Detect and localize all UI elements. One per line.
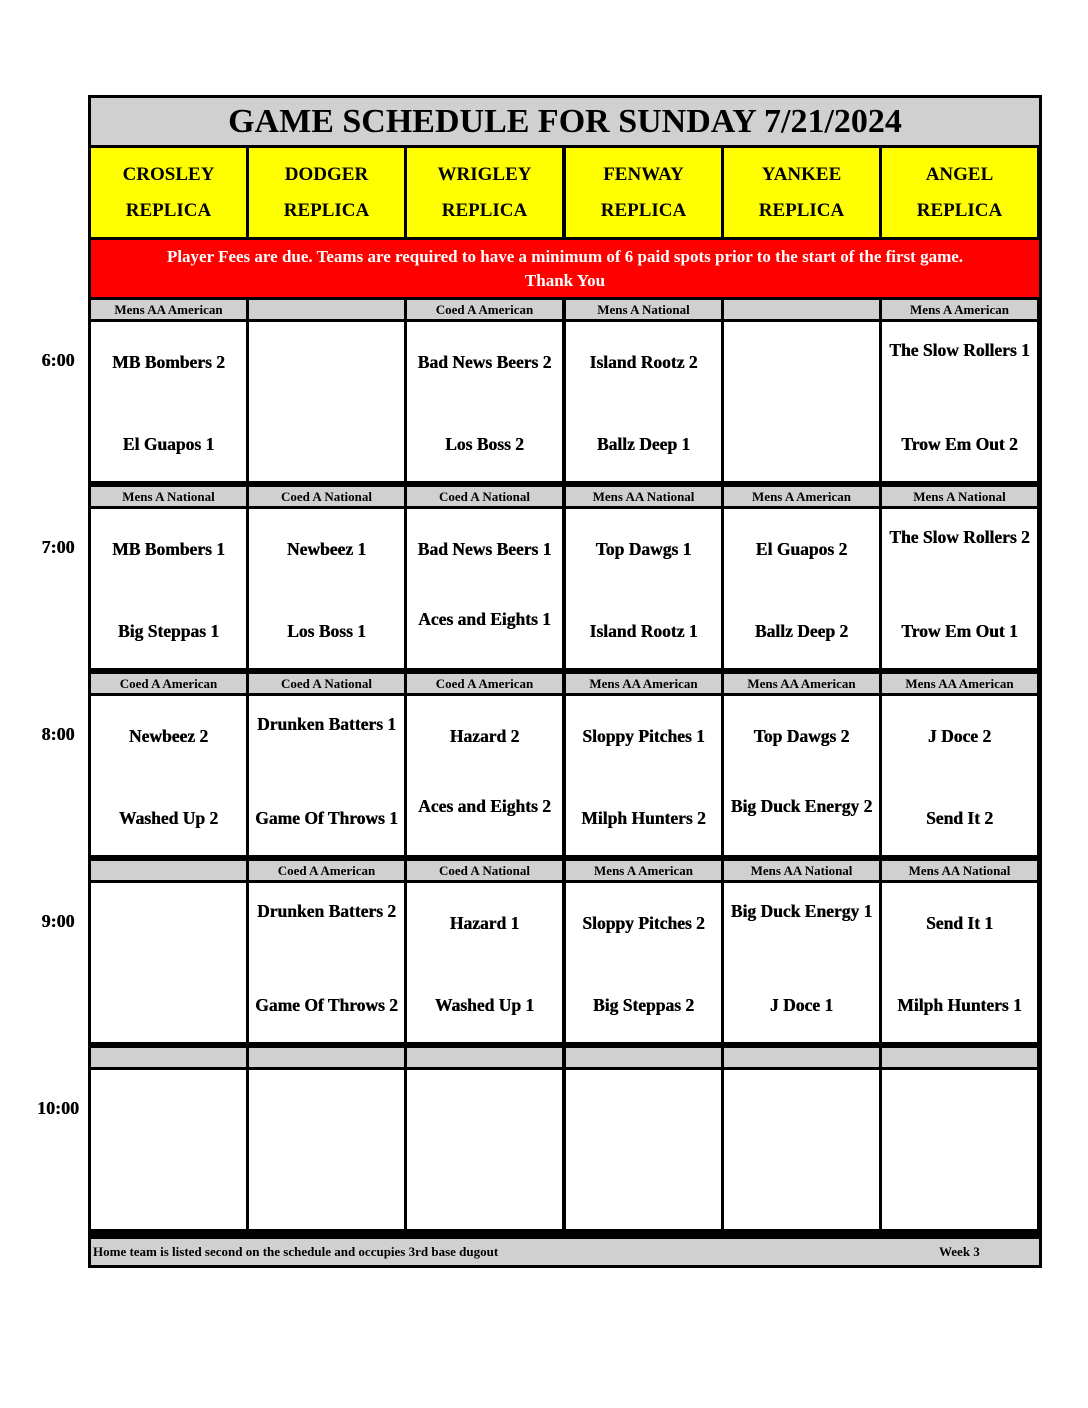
- game-cell: [882, 322, 1037, 481]
- game-cell: [91, 509, 246, 668]
- division-label: [882, 1048, 1037, 1067]
- game-cell: [566, 1070, 721, 1229]
- division-label: [566, 1048, 721, 1067]
- home-team: Big Steppas 2: [592, 995, 695, 1015]
- away-team: Drunken Batters 1: [256, 714, 397, 734]
- field-name: CROSLEY: [122, 163, 215, 185]
- field-name: ANGEL: [925, 163, 994, 185]
- game-cell: [724, 1070, 879, 1229]
- field-subtitle: REPLICA: [600, 199, 687, 221]
- away-team: Send It 1: [925, 913, 994, 933]
- division-label: Coed A American: [407, 674, 562, 693]
- away-team: Sloppy Pitches 2: [582, 913, 705, 933]
- home-team: Big Steppas 1: [117, 621, 220, 641]
- division-label: Mens AA American: [566, 674, 721, 693]
- division-label: Coed A National: [407, 861, 562, 880]
- division-label: [249, 300, 404, 319]
- schedule-table: [88, 95, 1042, 1268]
- division-label: Mens AA National: [724, 861, 879, 880]
- game-cell: [724, 509, 879, 668]
- game-cell: [566, 883, 721, 1042]
- field-subtitle: REPLICA: [758, 199, 845, 221]
- away-team: Bad News Beers 2: [417, 352, 552, 372]
- game-cell: [249, 509, 404, 668]
- division-label: Coed A National: [407, 487, 562, 506]
- home-team: Game Of Throws 1: [255, 808, 398, 828]
- division-label: Mens A National: [91, 487, 246, 506]
- game-cell: [882, 696, 1037, 855]
- division-label: Mens A National: [566, 300, 721, 319]
- division-label: Mens AA American: [724, 674, 879, 693]
- game-cell: [724, 322, 879, 481]
- game-cell: [882, 883, 1037, 1042]
- home-team: Ballz Deep 2: [754, 621, 849, 641]
- fee-notice-thanks: Thank You: [524, 270, 606, 290]
- division-label: Mens A National: [882, 487, 1037, 506]
- field-header: [566, 148, 721, 237]
- home-team: Send It 2: [925, 808, 994, 828]
- game-cell: [566, 322, 721, 481]
- game-cell: [724, 883, 879, 1042]
- away-team: Sloppy Pitches 1: [582, 726, 705, 746]
- game-cell: [249, 883, 404, 1042]
- away-team: Newbeez 1: [286, 539, 367, 559]
- division-label: Coed A National: [249, 487, 404, 506]
- division-label: [407, 1048, 562, 1067]
- time-label: 7:00: [41, 537, 75, 557]
- home-team: Washed Up 1: [434, 995, 535, 1015]
- away-team: The Slow Rollers 2: [889, 527, 1030, 547]
- away-team: MB Bombers 2: [112, 352, 225, 372]
- away-team: Newbeez 2: [128, 726, 209, 746]
- away-team: Hazard 1: [449, 913, 520, 933]
- time-label: 8:00: [41, 724, 75, 744]
- game-cell: [249, 1070, 404, 1229]
- home-team: Washed Up 2: [118, 808, 219, 828]
- footer-note: Home team is listed second on the schedule and occupies 3rd base dugout: [93, 1244, 499, 1259]
- division-label: Mens AA National: [566, 487, 721, 506]
- field-name: FENWAY: [603, 163, 684, 185]
- field-subtitle: REPLICA: [283, 199, 370, 221]
- away-team: Hazard 2: [449, 726, 520, 746]
- field-header: [724, 148, 879, 237]
- division-label: Coed A National: [249, 674, 404, 693]
- home-team: Big Duck Energy 2: [730, 796, 873, 816]
- field-subtitle: REPLICA: [916, 199, 1003, 221]
- division-label: Coed A American: [91, 674, 246, 693]
- away-team: The Slow Rollers 1: [889, 340, 1030, 360]
- game-cell: [882, 509, 1037, 668]
- game-cell: [566, 696, 721, 855]
- division-label: Mens A American: [882, 300, 1037, 319]
- game-cell: [882, 1070, 1037, 1229]
- home-team: Milph Hunters 1: [897, 995, 1022, 1015]
- home-team: Aces and Eights 2: [418, 796, 551, 816]
- away-team: Drunken Batters 2: [256, 901, 397, 921]
- away-team: Top Dawgs 2: [753, 726, 850, 746]
- time-label: 9:00: [41, 911, 75, 931]
- game-cell: [91, 696, 246, 855]
- division-label: [249, 1048, 404, 1067]
- division-label: Coed A American: [407, 300, 562, 319]
- time-label: 10:00: [37, 1098, 79, 1118]
- field-header: [91, 148, 246, 237]
- schedule-title: GAME SCHEDULE FOR SUNDAY 7/21/2024: [91, 98, 1039, 145]
- game-cell: [407, 883, 562, 1042]
- field-header: [882, 148, 1037, 237]
- division-label: Mens AA American: [91, 300, 246, 319]
- division-label: [91, 1048, 246, 1067]
- game-cell: [249, 696, 404, 855]
- game-cell: [407, 509, 562, 668]
- home-team: Los Boss 1: [287, 621, 366, 641]
- time-label: 6:00: [41, 350, 75, 370]
- home-team: Island Rootz 1: [589, 621, 698, 641]
- away-team: El Guapos 2: [755, 539, 848, 559]
- field-subtitle: REPLICA: [125, 199, 212, 221]
- division-label: [724, 1048, 879, 1067]
- game-cell: [249, 322, 404, 481]
- footer: [91, 1239, 1039, 1265]
- away-team: J Doce 2: [927, 726, 992, 746]
- division-label: Mens A American: [566, 861, 721, 880]
- home-team: Los Boss 2: [445, 434, 524, 454]
- division-label: [724, 300, 879, 319]
- game-cell: [91, 322, 246, 481]
- away-team: MB Bombers 1: [112, 539, 225, 559]
- away-team: Island Rootz 2: [589, 352, 698, 372]
- away-team: Top Dawgs 1: [595, 539, 692, 559]
- game-cell: [407, 322, 562, 481]
- home-team: Aces and Eights 1: [418, 609, 551, 629]
- game-cell: [407, 696, 562, 855]
- field-header: [249, 148, 404, 237]
- game-cell: [724, 696, 879, 855]
- home-team: Game Of Throws 2: [255, 995, 398, 1015]
- home-team: J Doce 1: [769, 995, 834, 1015]
- week-label: Week 3: [939, 1244, 980, 1259]
- game-cell: [566, 509, 721, 668]
- fee-notice: [91, 240, 1039, 297]
- home-team: Trow Em Out 1: [901, 621, 1018, 641]
- field-subtitle: REPLICA: [441, 199, 528, 221]
- field-name: WRIGLEY: [437, 163, 532, 185]
- game-cell: [91, 1070, 246, 1229]
- home-team: Ballz Deep 1: [596, 434, 691, 454]
- division-label: Mens A American: [724, 487, 879, 506]
- home-team: Milph Hunters 2: [581, 808, 706, 828]
- division-label: Coed A American: [249, 861, 404, 880]
- game-cell: [91, 883, 246, 1042]
- home-team: Trow Em Out 2: [901, 434, 1018, 454]
- field-name: DODGER: [284, 163, 369, 185]
- game-cell: [407, 1070, 562, 1229]
- division-label: Mens AA American: [882, 674, 1037, 693]
- division-label: [91, 861, 246, 880]
- away-team: Bad News Beers 1: [417, 539, 552, 559]
- division-label: Mens AA National: [882, 861, 1037, 880]
- field-name: YANKEE: [761, 163, 842, 185]
- home-team: El Guapos 1: [122, 434, 215, 454]
- field-header: [407, 148, 562, 237]
- away-team: Big Duck Energy 1: [730, 901, 873, 921]
- fee-notice-text: Player Fees are due. Teams are required to have a minimum of 6 paid spots prior to the start of the first game.: [166, 246, 964, 266]
